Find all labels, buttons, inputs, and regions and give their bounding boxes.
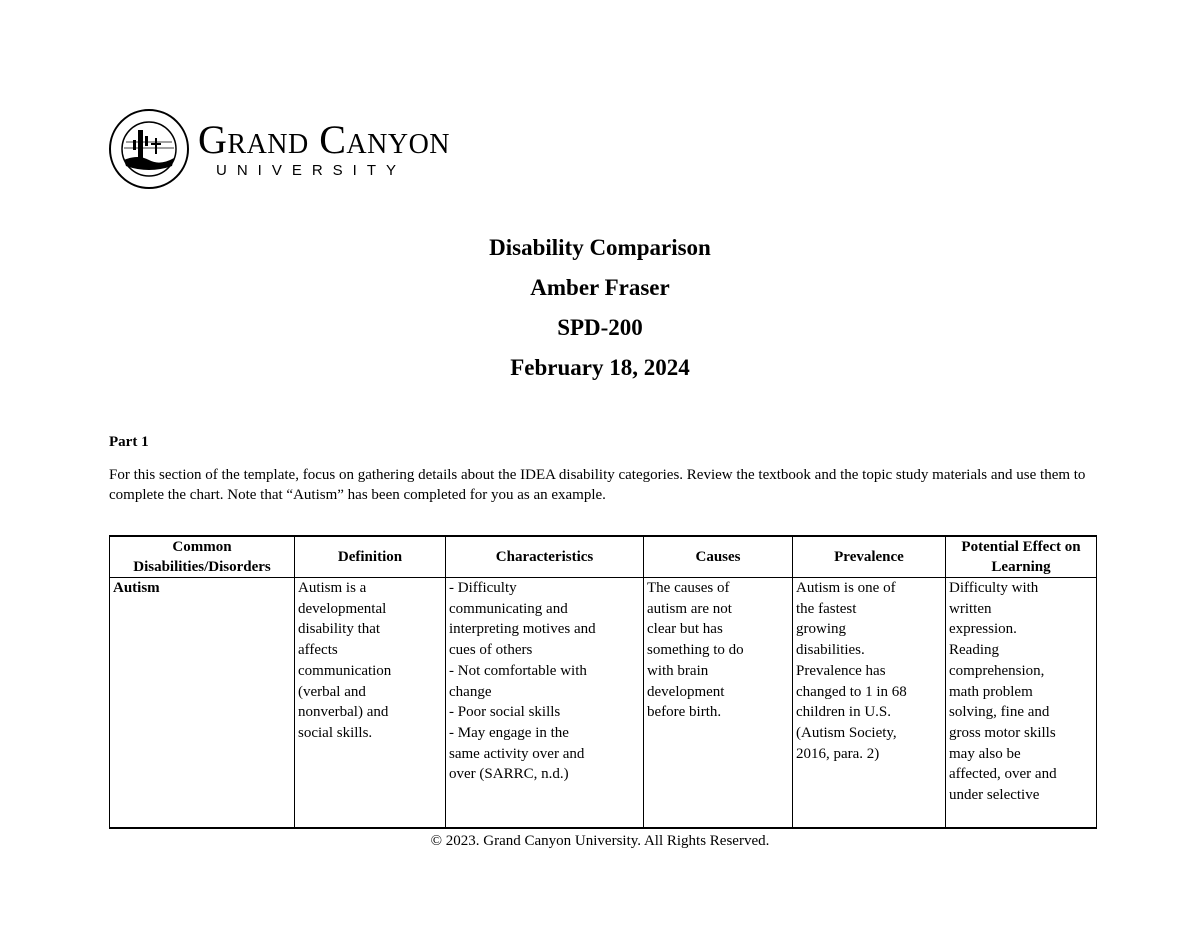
cell-text-line: interpreting motives and: [449, 621, 596, 638]
header-characteristics: Characteristics: [446, 536, 644, 578]
author-name: Amber Fraser: [530, 275, 670, 300]
cell-text-line: over (SARRC, n.d.): [449, 766, 569, 783]
cell-text-line: The causes of: [647, 580, 730, 596]
header-prevalence: Prevalence: [793, 536, 946, 578]
cell-prevalence: [793, 578, 946, 829]
cell-text-line: disabilities.: [796, 642, 865, 659]
cell-text-line: cues of others: [449, 642, 533, 659]
cell-text-line: Autism is one of: [796, 580, 896, 596]
gcu-logo: [108, 108, 450, 190]
cell-text-line: (Autism Society,: [796, 724, 897, 741]
comparison-table: [109, 535, 1097, 829]
cell-text-line: solving, fine and: [949, 704, 1050, 721]
cell-text-line: written: [949, 600, 992, 617]
cell-text-line: nonverbal) and: [298, 704, 389, 721]
document-title: Disability Comparison: [489, 235, 711, 260]
cell-text-line: 2016, para. 2): [796, 745, 880, 762]
cell-text-line: change: [449, 683, 492, 700]
cell-text-line: Reading: [949, 642, 999, 659]
part-heading: Part 1: [109, 434, 149, 450]
part-intro: For this section of the template, focus on gathering details about the IDEA disability categories. Review the textbook and the topic study materials and use them to complete the chart. Note that “Autism” has been completed for you as an example.: [109, 467, 1086, 503]
cell-text-line: (verbal and: [298, 683, 366, 700]
cell-text-line: Difficulty with: [949, 580, 1039, 596]
cell-text-line: - Not comfortable with: [449, 662, 587, 679]
cell-text-line: clear but has: [647, 621, 723, 638]
header-disability: Common Disabilities/Disorders: [110, 536, 295, 578]
cell-text-line: with brain: [647, 662, 709, 679]
cell-text-line: affects: [298, 642, 338, 659]
cell-text-line: communication: [298, 662, 392, 679]
cell-text-line: something to do: [647, 642, 744, 659]
course-code: SPD-200: [557, 315, 643, 340]
cell-text-line: affected, over and: [949, 766, 1057, 783]
cell-text-line: math problem: [949, 683, 1033, 700]
cell-text-line: expression.: [949, 621, 1017, 638]
cell-causes: [644, 578, 793, 829]
cell-text-line: the fastest: [796, 600, 857, 617]
cell-text-line: same activity over and: [449, 745, 585, 762]
cell-text-line: communicating and: [449, 600, 568, 617]
cell-effect: [946, 578, 1097, 829]
cell-text-line: Autism is a: [298, 580, 367, 596]
header-definition: Definition: [295, 536, 446, 578]
header-causes: Causes: [644, 536, 793, 578]
logo-name: Grand Canyon: [198, 116, 451, 162]
document-date: February 18, 2024: [510, 355, 690, 380]
header-effect: Potential Effect on Learning: [946, 536, 1097, 578]
cell-text-line: developmental: [298, 600, 387, 617]
cell-text-line: autism are not: [647, 600, 732, 617]
cell-text-line: - Difficulty: [449, 580, 517, 596]
copyright-footer: © 2023. Grand Canyon University. All Rights Reserved.: [430, 833, 770, 849]
cell-disability: Autism: [110, 578, 295, 829]
cell-text-line: children in U.S.: [796, 704, 891, 721]
cell-text-line: - May engage in the: [449, 724, 569, 741]
title-block: [0, 233, 1200, 393]
cell-text-line: changed to 1 in 68: [796, 683, 907, 700]
university-seal-icon: [108, 108, 190, 190]
cell-text-line: before birth.: [647, 704, 722, 721]
cell-definition: [295, 578, 446, 829]
cell-text-line: Prevalence has: [796, 662, 886, 679]
cell-text-line: - Poor social skills: [449, 704, 561, 721]
cell-text-line: disability that: [298, 621, 381, 638]
logo-subtitle: UNIVERSITY: [216, 161, 407, 179]
cell-text-line: under selective: [949, 787, 1040, 804]
cell-text-line: social skills.: [298, 724, 373, 741]
cell-text-line: development: [647, 683, 725, 700]
cell-text-line: comprehension,: [949, 662, 1045, 679]
cell-text-line: gross motor skills: [949, 724, 1056, 741]
table-row: [110, 578, 1097, 829]
cell-characteristics: [446, 578, 644, 829]
cell-text-line: may also be: [949, 745, 1021, 762]
table-header-row: [110, 536, 1097, 578]
cell-text-line: growing: [796, 621, 846, 638]
